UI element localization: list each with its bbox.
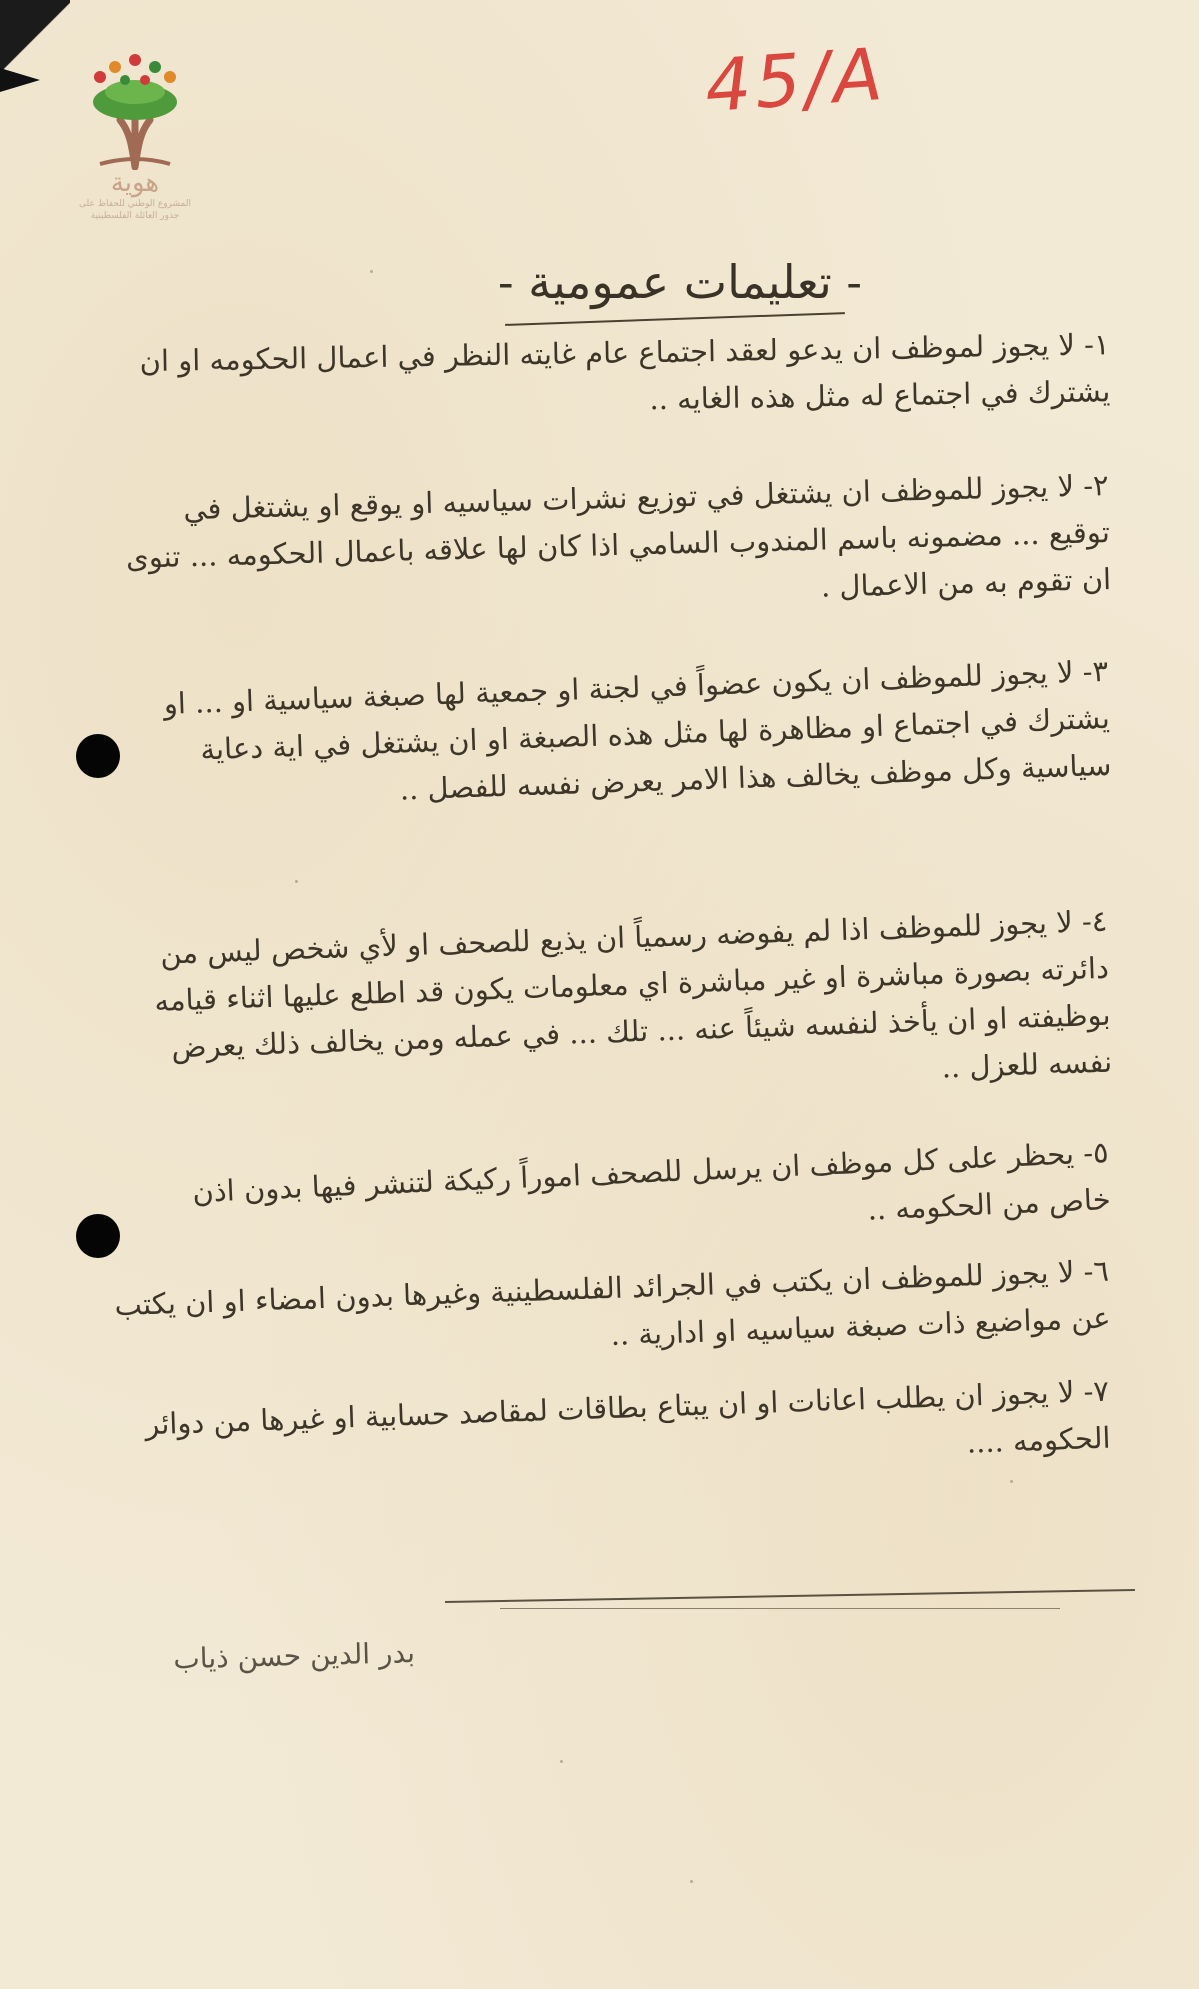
document-title: - تعليمات عمومية - — [498, 255, 862, 309]
paper-speck — [690, 1880, 693, 1883]
instruction-item-5: ٥- يحظر على كل موظف ان يرسل للصحف اموراً ركيكة لتنشر فيها بدون اذن خاص من الحكومه .. — [191, 1135, 1112, 1227]
logo-subtitle-2: جذور العائلة الفلسطينية — [90, 211, 180, 221]
instruction-item-3: ٣- لا يجوز للموظف ان يكون عضواً في لجنة او جمعية لها صبغة سياسية او ... او يشترك في اجتماع او مظاهرة لها مثل هذه الصبغة او ان يشتغل في اية دعاية سياسية وكل موظف يخالف هذا الامر يعرض نفسه للفصل .. — [163, 653, 1112, 807]
closing-rule — [445, 1589, 1135, 1603]
logo-wordmark: هوية — [110, 168, 160, 198]
closing-rule-faint — [500, 1608, 1060, 1609]
title-underline — [505, 312, 845, 326]
instruction-item-2: ٢- لا يجوز للموظف ان يشتغل في توزيع نشرات سياسيه او يوقع او يشتغل في توقيع ... مضمونه باسم المندوب السامي اذا كان لها علاقه باعمال الحكومه ... تنوى ان تقوم به من الاعمال . — [125, 468, 1112, 604]
hawiya-logo — [70, 52, 200, 222]
paper-speck — [560, 1760, 563, 1763]
paper-speck — [295, 880, 298, 883]
signature: بدر الدين حسن ذياب — [173, 1636, 416, 1676]
paper-speck — [370, 270, 373, 273]
binder-hole-bottom — [76, 1214, 120, 1258]
document-number: 45/A — [702, 31, 889, 129]
instruction-item-6: ٦- لا يجوز للموظف ان يكتب في الجرائد الفلسطينية وغيرها بدون امضاء او ان يكتب عن مواضيع ذات صبغة سياسيه او ادارية .. — [113, 1253, 1112, 1352]
instruction-item-7: ٧- لا يجوز ان يطلب اعانات او ان يبتاع بطاقات لمقاصد حسابية او غيرها من دوائر الحكومه .... — [144, 1373, 1112, 1460]
instruction-item-1: ١- لا يجوز لموظف ان يدعو لعقد اجتماع عام غايته النظر في اعمال الحكومه او ان يشترك في اجتماع له مثل هذه الغايه .. — [139, 327, 1111, 417]
binder-hole-top — [76, 734, 120, 778]
instruction-item-4: ٤- لا يجوز للموظف اذا لم يفوضه رسمياً ان يذيع للصحف او لأي شخص ليس من دائرته بصورة مباشرة او غير مباشرة اي معلومات يكون قد اطلع عليها اثناء قيامه بوظيفته او ان يأخذ لنفسه شيئاً عنه ... تلك ... في عمله ومن يخالف ذلك يعرض نفسه للعزل .. — [153, 903, 1113, 1085]
logo-subtitle-1: المشروع الوطني للحفاظ على — [78, 199, 191, 209]
paper-speck — [1010, 1480, 1013, 1483]
family-tree-icon — [80, 52, 190, 170]
